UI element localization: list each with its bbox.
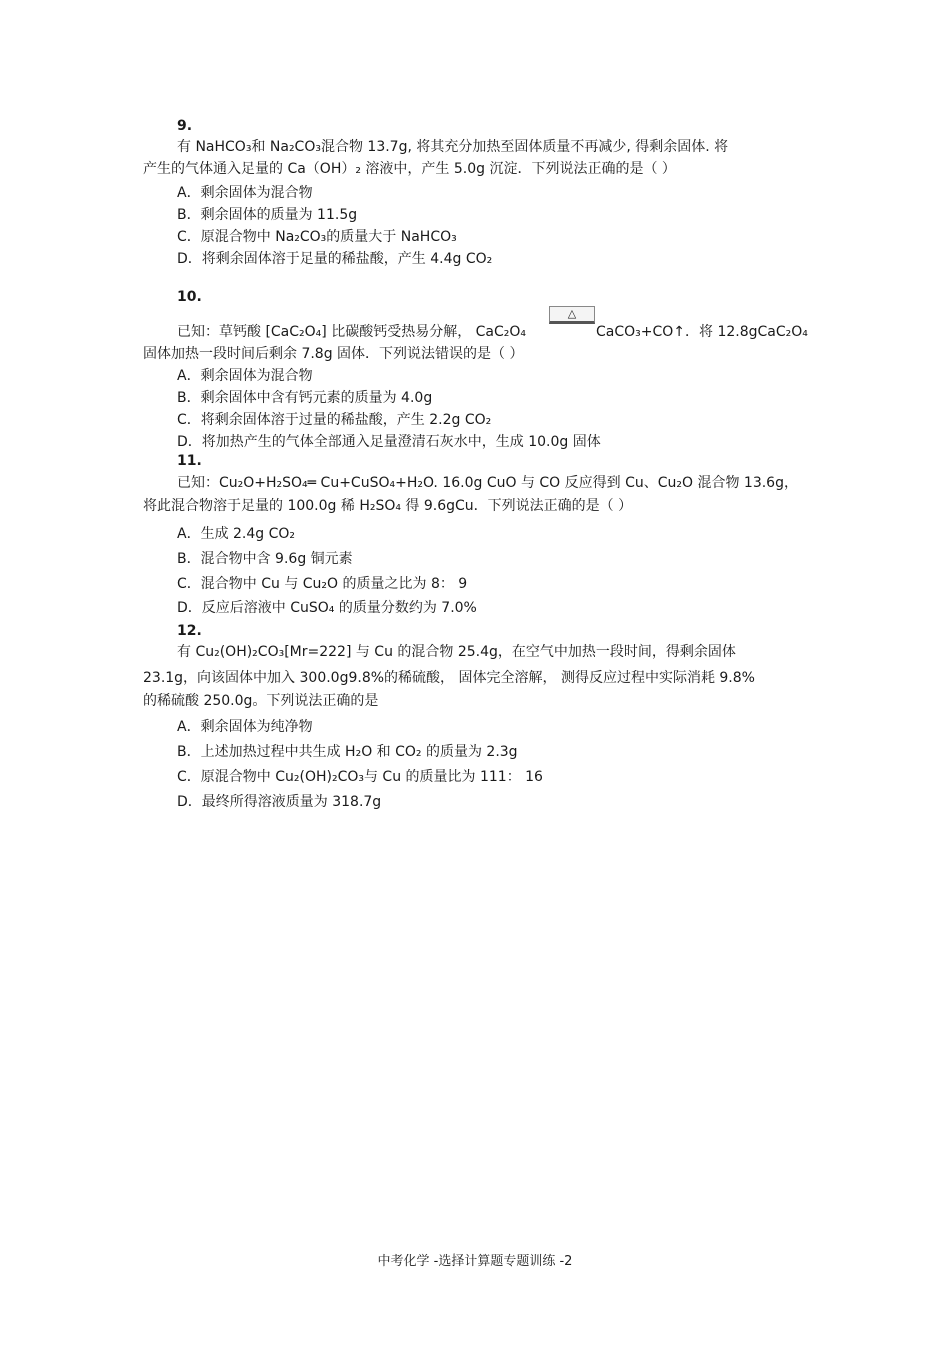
question-12-option-b: B．上述加热过程中共生成 H₂O 和 CO₂ 的质量为 2.3g	[177, 744, 518, 760]
page-footer: 中考化学 -选择计算题专题训练 -2	[377, 1254, 573, 1269]
question-10-option-a: A．剩余固体为混合物	[177, 368, 313, 384]
question-9-stem-line1: 有 NaHCO₃和 Na₂CO₃混合物 13.7g, 将其充分加热至固体质量不再减少, 得剩余固体. 将	[177, 139, 729, 155]
question-10-stem-line1b: CaCO₃+CO↑．将 12.8gCaC₂O₄	[596, 324, 808, 340]
question-11-option-b: B．混合物中含 9.6g 铜元素	[177, 551, 353, 567]
question-11-stem-line2: 将此混合物溶于足量的 100.0g 稀 H₂SO₄ 得 9.6gCu．下列说法正确的是（ ）	[143, 498, 633, 514]
question-12-option-a: A．剩余固体为纯净物	[177, 719, 313, 735]
question-9-stem-line2: 产生的气体通入足量的 Ca（OH）₂ 溶液中，产生 5.0g 沉淀．下列说法正确的是（ ）	[143, 161, 676, 177]
question-12-stem-line2: 23.1g，向该固体中加入 300.0g9.8%的稀硫酸， 固体完全溶解， 测得反应过程中实际消耗 9.8%	[143, 670, 755, 686]
question-12-number: 12.	[177, 623, 202, 639]
question-9-option-c: C．原混合物中 Na₂CO₃的质量大于 NaHCO₃	[177, 229, 457, 245]
question-10-option-c: C．将剩余固体溶于过量的稀盐酸，产生 2.2g CO₂	[177, 412, 492, 428]
question-10-option-d: D．将加热产生的气体全部通入足量澄清石灰水中，生成 10.0g 固体	[177, 434, 601, 450]
question-12-option-d: D．最终所得溶液质量为 318.7g	[177, 794, 382, 810]
question-12-option-c: C．原混合物中 Cu₂(OH)₂CO₃与 Cu 的质量比为 111： 16	[177, 769, 543, 785]
question-9-option-d: D．将剩余固体溶于足量的稀盐酸，产生 4.4g CO₂	[177, 251, 493, 267]
question-12-stem-line3: 的稀硫酸 250.0g。下列说法正确的是	[143, 693, 379, 709]
question-9-option-a: A．剩余固体为混合物	[177, 185, 313, 201]
question-10-option-b: B．剩余固体中含有钙元素的质量为 4.0g	[177, 390, 433, 406]
question-12-stem-line1: 有 Cu₂(OH)₂CO₃[Mr=222] 与 Cu 的混合物 25.4g，在空气中加热一段时间，得剩余固体	[177, 644, 736, 660]
question-11-option-a: A．生成 2.4g CO₂	[177, 526, 296, 542]
question-11-option-c: C．混合物中 Cu 与 Cu₂O 的质量之比为 8： 9	[177, 576, 468, 592]
question-11-option-d: D．反应后溶液中 CuSO₄ 的质量分数约为 7.0%	[177, 600, 477, 616]
heat-condition-arrow: △	[549, 306, 595, 324]
question-9-number: 9.	[177, 118, 193, 134]
question-11-number: 11.	[177, 453, 202, 469]
question-10-stem-line1a: 已知：草钙酸 [CaC₂O₄] 比碳酸钙受热易分解， CaC₂O₄	[177, 324, 527, 340]
question-11-stem-line1: 已知：Cu₂O+H₂SO₄═ Cu+CuSO₄+H₂O. 16.0g CuO 与 CO 反应得到 Cu、Cu₂O 混合物 13.6g，	[177, 475, 798, 491]
question-10-number: 10.	[177, 289, 202, 305]
question-9-option-b: B．剩余固体的质量为 11.5g	[177, 207, 358, 223]
question-10-stem-line2: 固体加热一段时间后剩余 7.8g 固体．下列说法错误的是（ ）	[143, 346, 524, 362]
